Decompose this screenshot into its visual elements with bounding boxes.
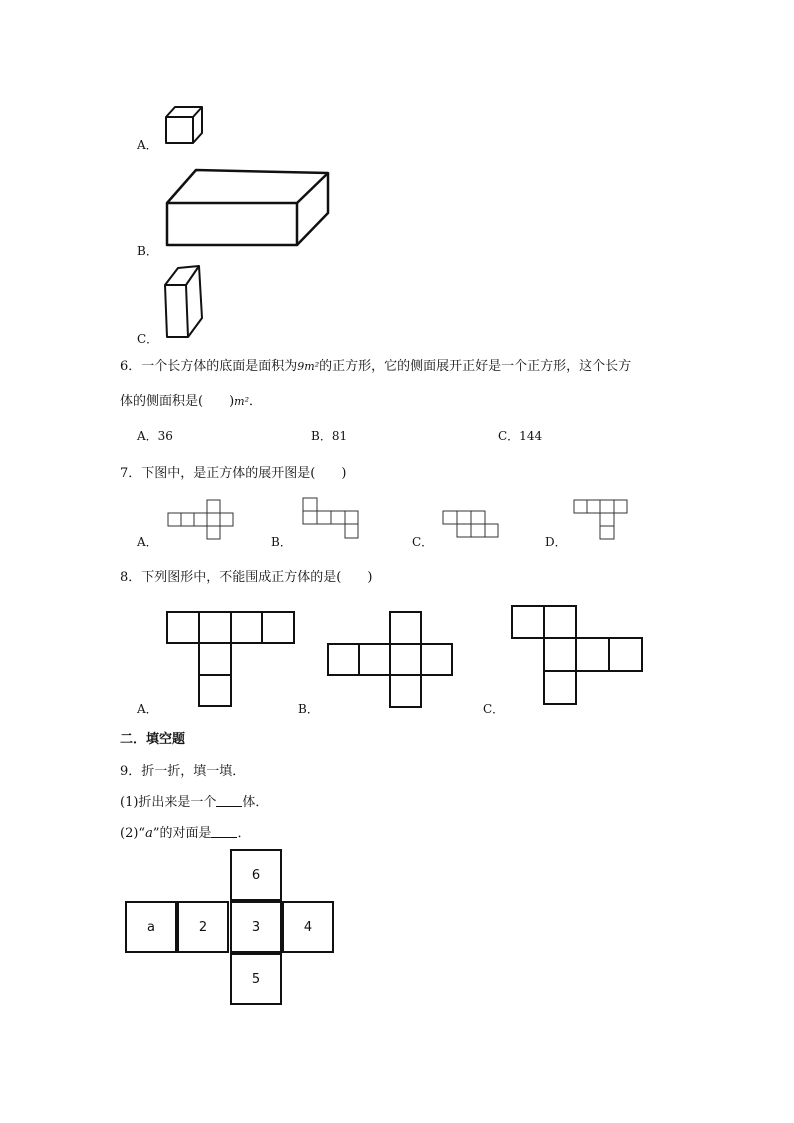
q9-sub2-text-end: ． <box>237 826 251 841</box>
q6-unit-2: m² <box>234 395 249 408</box>
q9-sub1 <box>120 791 268 810</box>
q6-option-b: B．81 <box>311 429 348 443</box>
section-title-fill-in: 二．填空题 <box>120 732 186 747</box>
q9-sub2-text-mid: ”的对面是 <box>152 826 212 841</box>
q8-question: 8．下列图形中，不能围成正方体的是( ) <box>120 570 373 585</box>
q9-sub2-text: (2)“ <box>120 826 146 841</box>
q8-net-b <box>328 612 452 707</box>
q8-option-a-label: A． <box>137 702 158 716</box>
q6-option-a: A．36 <box>137 429 173 443</box>
q9-sub1-blank[interactable] <box>216 794 242 807</box>
q8-option-c-label: C． <box>483 702 505 716</box>
net-cell-a: a <box>125 901 177 953</box>
q5-option-b-label: B． <box>137 244 158 258</box>
q6-option-c: C．144 <box>498 429 543 443</box>
q6-text-part3: 体的侧面积是( ) <box>120 394 235 409</box>
net-cell-5: 5 <box>230 953 282 1005</box>
q6-text-part1: 6．一个长方体的底面是面积为 <box>120 359 298 374</box>
q7-question: 7．下图中，是正方体的展开图是( ) <box>120 466 347 481</box>
net-cell-3: 3 <box>230 901 282 953</box>
net-cell-6: 6 <box>230 849 282 901</box>
q8-net-a <box>167 612 294 706</box>
q7-option-a-label: A． <box>137 535 158 549</box>
q5-option-c-label: C． <box>137 332 159 346</box>
q9-question: 9．折一折，填一填． <box>120 764 246 779</box>
q9-sub2-variable: a <box>145 826 153 841</box>
net-cell-2: 2 <box>177 901 229 953</box>
net-cell-4: 4 <box>282 901 334 953</box>
q7-option-d-label: D． <box>545 535 567 549</box>
q9-sub1-text-end: 体． <box>242 795 269 810</box>
q9-sub2-blank[interactable] <box>211 825 237 838</box>
q6-unit-1: 9m² <box>297 360 320 373</box>
q6-text-part4: ． <box>249 394 263 409</box>
q8-net-c <box>512 606 642 704</box>
q8-option-b-label: B． <box>298 702 319 716</box>
q7-option-c-label: C． <box>412 535 434 549</box>
q9-sub1-text: (1)折出来是一个 <box>120 795 217 810</box>
q9-sub2 <box>120 822 251 841</box>
q7-option-b-label: B． <box>271 535 292 549</box>
q5-option-a-label: A． <box>137 138 158 152</box>
q6-text-part2: 的正方形，它的侧面展开正好是一个正方形，这个长方 <box>319 359 632 374</box>
